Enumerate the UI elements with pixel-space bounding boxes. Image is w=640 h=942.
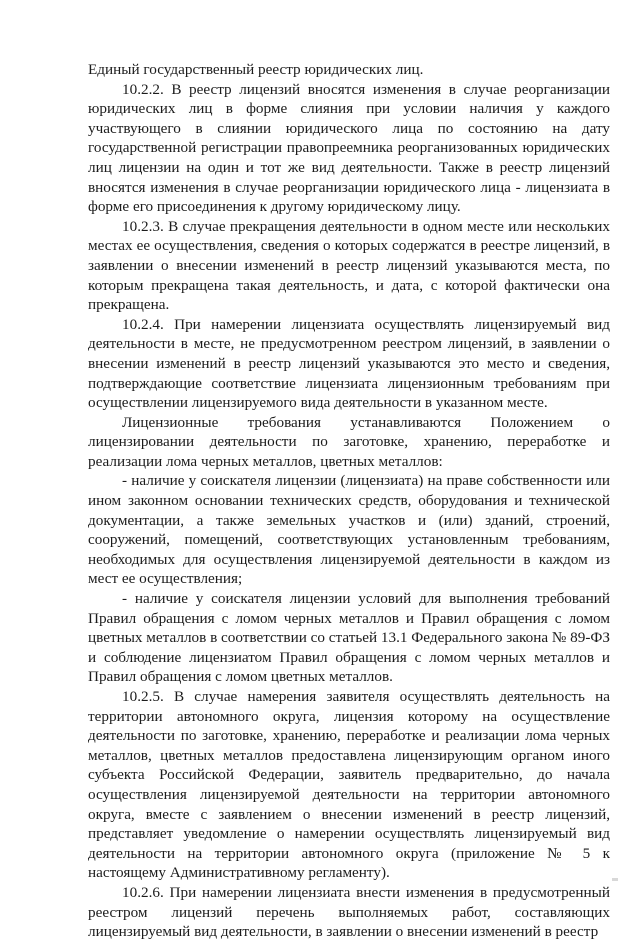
paragraph-10-2-6: 10.2.6. При намерении лицензиата внести изменения в предусмотренный реестром лицензий перечень выполняемых работ, составляющих лицензируемый вид деятельности, в заявлении о внесении изменений в реестр: [88, 883, 610, 941]
paragraph-10-2-3: 10.2.3. В случае прекращения деятельности в одном месте или нескольких местах ее осуществления, сведения о которых содержатся в реестре лицензий, в заявлении о внесении изменений в реестр лицензий указываются места, по которым прекращена такая деятельность, и дата, с которой фактически она прекращена.: [88, 217, 610, 314]
paragraph-10-2-4: 10.2.4. При намерении лицензиата осуществлять лицензируемый вид деятельности в месте, не предусмотренном реестром лицензий, в заявлении о внесении изменений в реестр лицензий указываются это место и сведения, подтверждающие соответствие лицензиата лицензионным требованиям при осуществлении лицензируемого вида деятельности в указанном месте.: [88, 315, 610, 412]
paragraph-continuation: Единый государственный реестр юридических лиц.: [88, 61, 424, 78]
paragraph-license-requirements: Лицензионные требования устанавливаются Положением о лицензировании деятельности по заготовке, хранению, переработке и реализации лома черных металлов, цветных металлов:: [88, 413, 610, 470]
document-page: [88, 60, 610, 942]
paragraph-10-2-5: 10.2.5. В случае намерения заявителя осуществлять деятельность на территории автономного округа, лицензия которому на осуществление деятельности по заготовке, хранению, переработке и реализации лома черных металлов, цветных металлов предоставлена лицензирующим органом иного субъекта Российской Федерации, заявитель предварительно, до начала осуществления лицензируемой деятельности на территории автономного округа, вместе с заявлением о внесении изменений в реестр лицензий, представляет уведомление о намерении осуществлять лицензируемый вид деятельности на территории автономного округа (приложение № 5 к настоящему Административному регламенту).: [88, 688, 610, 882]
list-item-requirement-1: - наличие у соискателя лицензии (лицензиата) на праве собственности или ином законном основании технических средств, оборудования и технической документации, а также земельных участков и (или) зданий, строений, сооружений, помещений, соответствующих установленным требованиям, необходимых для осуществления лицензируемой деятельности в каждом из мест ее осуществления;: [88, 472, 610, 588]
paragraph-10-2-2: 10.2.2. В реестр лицензий вносятся изменения в случае реорганизации юридических лиц в форме слияния при условии наличия у каждого участвующего в слиянии юридического лица по состоянию на дату государственной регистрации правопреемника реорганизованных юридических лиц лицензии на один и тот же вид деятельности. Также в реестр лицензий вносятся изменения в случае реорганизации юридического лица - лицензиата в форме его присоединения к другому юридическому лицу.: [88, 80, 610, 216]
scan-artifact: [612, 878, 618, 881]
list-item-requirement-2: - наличие у соискателя лицензии условий для выполнения требований Правил обращения с ломом черных металлов и Правил обращения с ломом цветных металлов в соответствии со статьей 13.1 Федерального закона № 89-ФЗ и соблюдение лицензиатом Правил обращения с ломом черных металлов и Правил обращения с ломом цветных металлов.: [88, 590, 610, 686]
